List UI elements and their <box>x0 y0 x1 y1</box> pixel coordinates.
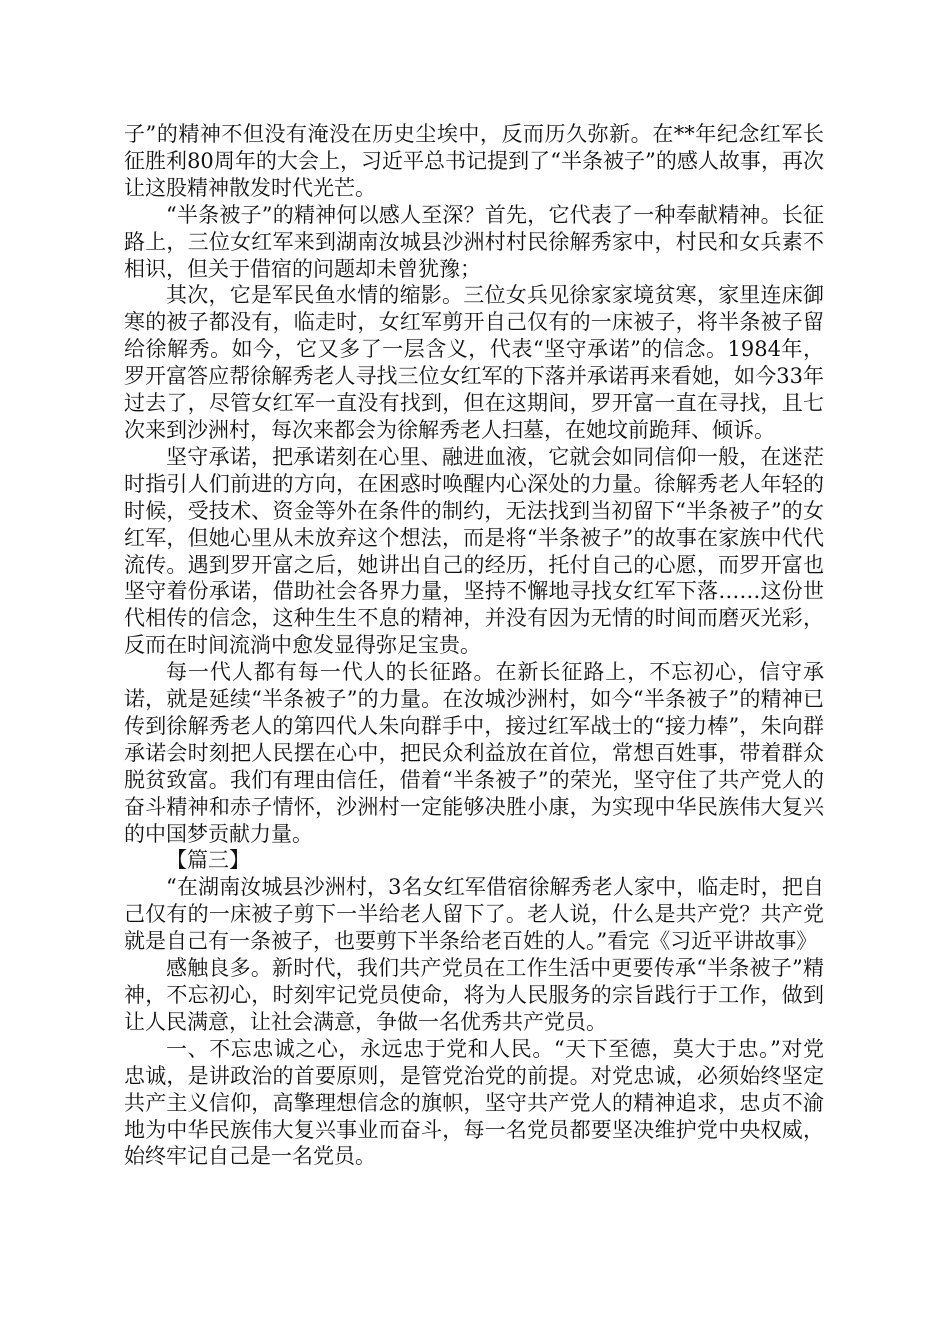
paragraph-dedication: “半条被子”的精神何以感人至深？首先，它代表了一种奉献精神。长征路上，三位女红军来到湖南汝城县沙洲村村民徐解秀家中，村民和女兵素不相识，但关于借宿的问题却未曾犹豫； <box>124 202 824 281</box>
section-heading-part-three: 【篇三】 <box>166 848 250 873</box>
document-body <box>124 121 824 1170</box>
paragraph-new-long-march: 每一代人都有每一代人的长征路。在新长征路上，不忘初心，信守承诺，就是延续“半条被子”的力量。在汝城沙洲村，如今“半条被子”的精神已传到徐解秀老人的第四代人朱向群手中，接过红军战士的“接力棒”，朱向群承诺会时刻把人民摆在心中，把民众利益放在首位，常想百姓事，带着群众脱贫致富。我们有理由信任，借着“半条被子”的荣光，坚守住了共产党人的奋斗精神和赤子情怀，沙洲村一定能够决胜小康，为实现中华民族伟大复兴的中国梦贡献力量。 <box>124 660 824 846</box>
paragraph-military-civilian: 其次，它是军民鱼水情的缩影。三位女兵见徐家家境贫寒，家里连床御寒的被子都没有，临走时，女红军剪开自己仅有的一床被子，将半条被子留给徐解秀。如今，它又多了一层含义，代表“坚守承诺”的信念。1984年，罗开富答应帮徐解秀老人寻找三位女红军的下落并承诺再来看她，如今33年过去了，尽管女红军一直没有找到，但在这期间，罗开富一直在寻找，且七次来到沙洲村，每次来都会为徐解秀老人扫墓，在她坟前跪拜、倾诉。 <box>124 283 824 442</box>
paragraph-continuation: 子”的精神不但没有淹没在历史尘埃中，反而历久弥新。在**年纪念红军长征胜利80周年的大会上，习近平总书记提到了“半条被子”的感人故事，再次让这股精神散发时代光芒。 <box>124 122 824 200</box>
paragraph-quote: “在湖南汝城县沙洲村，3名女红军借宿徐解秀老人家中，临走时，把自己仅有的一床被子剪下一半给老人留下了。老人说，什么是共产党？共产党就是自己有一条被子，也要剪下半条给老百姓的人。”看完《习近平讲故事》 <box>124 875 824 954</box>
paragraph-reflection: 感触良多。新时代，我们共产党员在工作生活中更要传承“半条被子”精神，不忘初心，时刻牢记党员使命，将为人民服务的宗旨践行于工作，做到让人民满意，让社会满意，争做一名优秀共产党员。 <box>124 956 824 1034</box>
paragraph-keep-promise: 坚守承诺，把承诺刻在心里、融进血液，它就会如同信仰一般，在迷茫时指引人们前进的方向，在困惑时唤醒内心深处的力量。徐解秀老人年轻的时候，受技术、资金等外在条件的制约，无法找到当初留下“半条被子”的女红军，但她心里从未放弃这个想法，而是将“半条被子”的故事在家族中代代流传。遇到罗开富之后，她讲出自己的经历，托付自己的心愿，而罗开富也坚守着份承诺，借助社会各界力量，坚持不懈地寻找女红军下落……这份世代相传的信念，这种生生不息的精神，并没有因为无情的时间而磨灭光彩，反而在时间流淌中愈发显得弥足宝贵。 <box>124 444 824 658</box>
paragraph-loyalty: 一、不忘忠诚之心，永远忠于党和人民。“天下至德，莫大于忠。”对党忠诚，是讲政治的首要原则，是管党治党的前提。对党忠诚，必须始终坚定共产主义信仰，高擎理想信念的旗帜，坚守共产党人的精神追求，忠贞不渝地为中华民族伟大复兴事业而奋斗，每一名党员都要坚决维护党中央权威，始终牢记自己是一名党员。 <box>124 1036 824 1169</box>
